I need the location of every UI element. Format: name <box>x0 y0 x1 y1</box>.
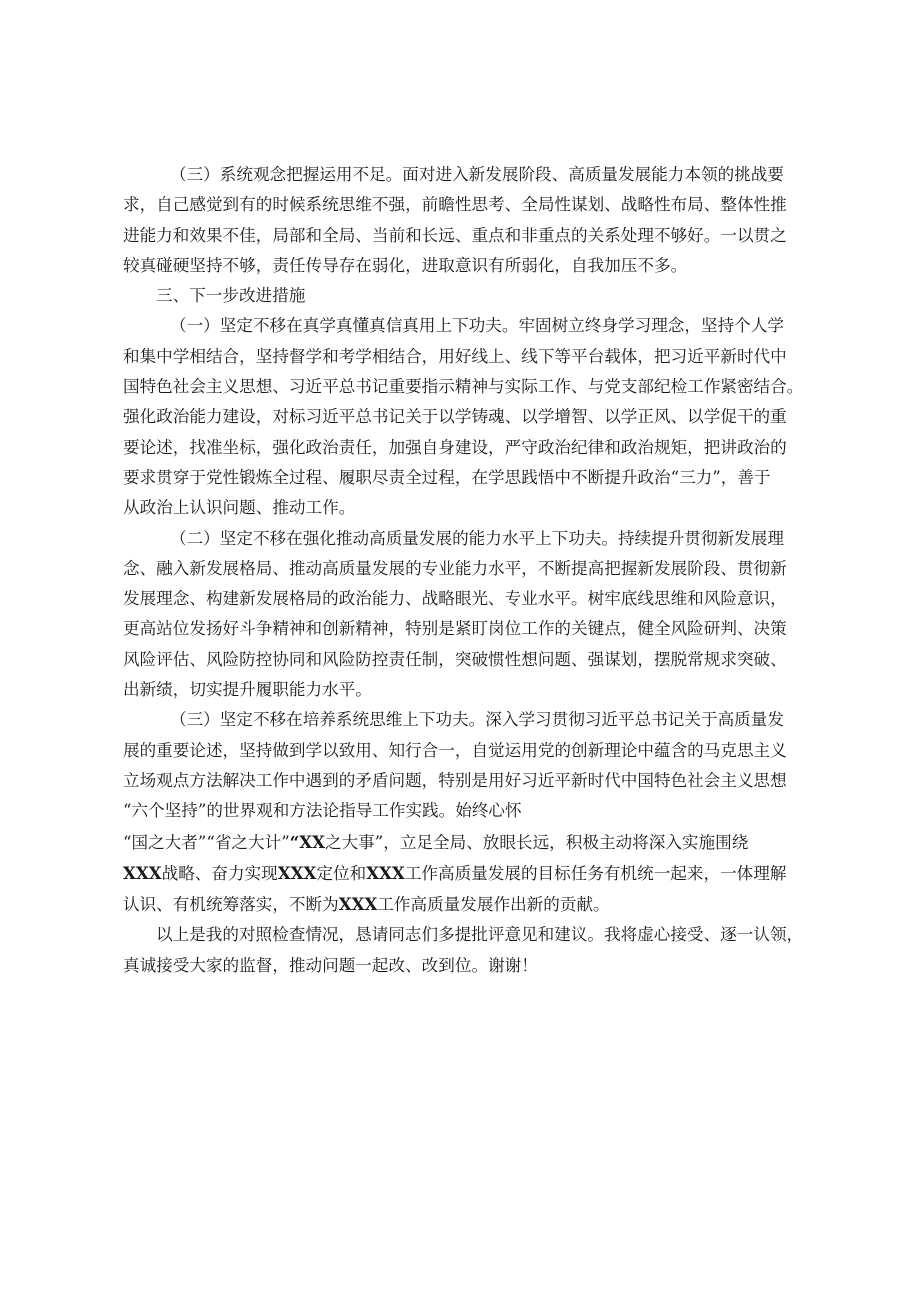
text-line: （二）坚定不移在强化推动高质量发展的能力水平上下功夫。持续提升贯彻新发展理 <box>170 528 784 548</box>
text-run: 战略、奋力实现 <box>161 863 278 883</box>
text-line: 出新绩，切实提升履职能力水平。 <box>123 680 372 700</box>
text-line: 和集中学相结合，坚持督学和考学相结合，用好线上、线下等平台载体，把习近平新时代中 <box>123 346 787 366</box>
text-line: 强化政治能力建设，对标习近平总书记关于以学铸魂、以学增智、以学正风、以学促干的重 <box>123 407 787 427</box>
section-heading-next-steps <box>123 281 805 311</box>
paragraph-system-concept <box>123 160 805 281</box>
text-run: 工作高质量发展的目标任务有机统一起来，一体理解 <box>404 863 787 883</box>
text-line: 从政治上认识问题、推动工作。 <box>123 498 356 518</box>
text-line: 念、融入新发展格局、推动高质量发展的专业能力水平，不断提高把握新发展阶段、贯彻新 <box>123 558 787 578</box>
text-line <box>123 858 805 889</box>
text-line: 求，自己感觉到有的时候系统思维不强，前瞻性思考、全局性谋划、战略性布局、整体性推 <box>123 195 787 215</box>
text-run-bold: XXX <box>123 862 162 883</box>
text-run: 认识、有机统筹落实，不断为 <box>123 895 339 915</box>
text-line: 风险评估、风险防控协同和风险防控责任制，突破惯性想问题、强谋划，摆脱常规求突破、 <box>123 649 787 669</box>
paragraph-measure-one <box>123 311 805 523</box>
text-line: 较真碰硬坚持不够，责任传导存在弱化，进取意识有所弱化，自我加压不多。 <box>123 255 688 275</box>
text-line: 更高站位发扬好斗争精神和创新精神，特别是紧盯岗位工作的关键点，健全风险研判、决策 <box>123 619 787 639</box>
text-line <box>123 889 805 920</box>
text-line <box>123 827 805 858</box>
text-line: 立场观点方法解决工作中遇到的矛盾问题，特别是用好习近平新时代中国特色社会主义思想 <box>123 770 787 790</box>
document-page <box>123 160 805 981</box>
text-line: “六个坚持”的世界观和方法论指导工作实践。始终心怀 <box>123 801 522 821</box>
text-line: 进能力和效果不佳，局部和全局、当前和长远、重点和非重点的关系处理不够好。一以贯之 <box>123 225 787 245</box>
text-run: 定位和 <box>316 863 367 883</box>
paragraph-measure-three <box>123 705 805 920</box>
paragraph-closing <box>123 920 805 981</box>
text-line: 要求贯穿于党性锻炼全过程、履职尽责全过程，在学思践悟中不断提升政治“三力”，善于 <box>123 467 771 487</box>
text-line: （一）坚定不移在真学真懂真信真用上下功夫。牢固树立终身学习理念，坚持个人学 <box>170 316 784 336</box>
text-run: 之大事”，立足全局、放眼长远，积极主动将深入实施围绕 <box>324 832 749 852</box>
text-line: 发展理念、构建新发展格局的政治能力、战略眼光、专业水平。树牢底线思维和风险意识， <box>123 589 787 609</box>
text-line: （三）坚定不移在培养系统思维上下功夫。深入学习贯彻习近平总书记关于高质量发 <box>170 710 784 730</box>
text-run-bold: “XX <box>289 831 325 852</box>
text-line: 要论述，找准坐标，强化政治责任，加强自身建设，严守政治纪律和政治规矩，把讲政治的 <box>123 437 787 457</box>
paragraph-measure-two <box>123 524 805 706</box>
text-run-bold: XXX <box>338 894 378 915</box>
text-line: 展的重要论述，坚持做到学以致用、知行合一，自觉运用党的创新理论中蕴含的马克思主义 <box>123 740 787 760</box>
text-run-bold: XXX <box>366 862 405 883</box>
text-line: 真诚接受大家的监督，推动问题一起改、改到位。谢谢！ <box>123 955 538 975</box>
text-line: 三、下一步改进措施 <box>156 286 306 306</box>
text-run: “国之大者”“省之大计” <box>123 832 290 852</box>
text-line: 以上是我的对照检查情况，恳请同志们多提批评意见和建议。我将虚心接受、逐一认领， <box>156 925 804 945</box>
text-line: （三）系统观念把握运用不足。面对进入新发展阶段、高质量发展能力本领的挑战要 <box>170 165 784 184</box>
text-run-bold: XXX <box>277 862 317 883</box>
text-line: 国特色社会主义思想、习近平总书记重要指示精神与实际工作、与党支部纪检工作紧密结合。 <box>123 377 804 397</box>
text-run: 工作高质量发展作出新的贡献。 <box>377 895 610 915</box>
